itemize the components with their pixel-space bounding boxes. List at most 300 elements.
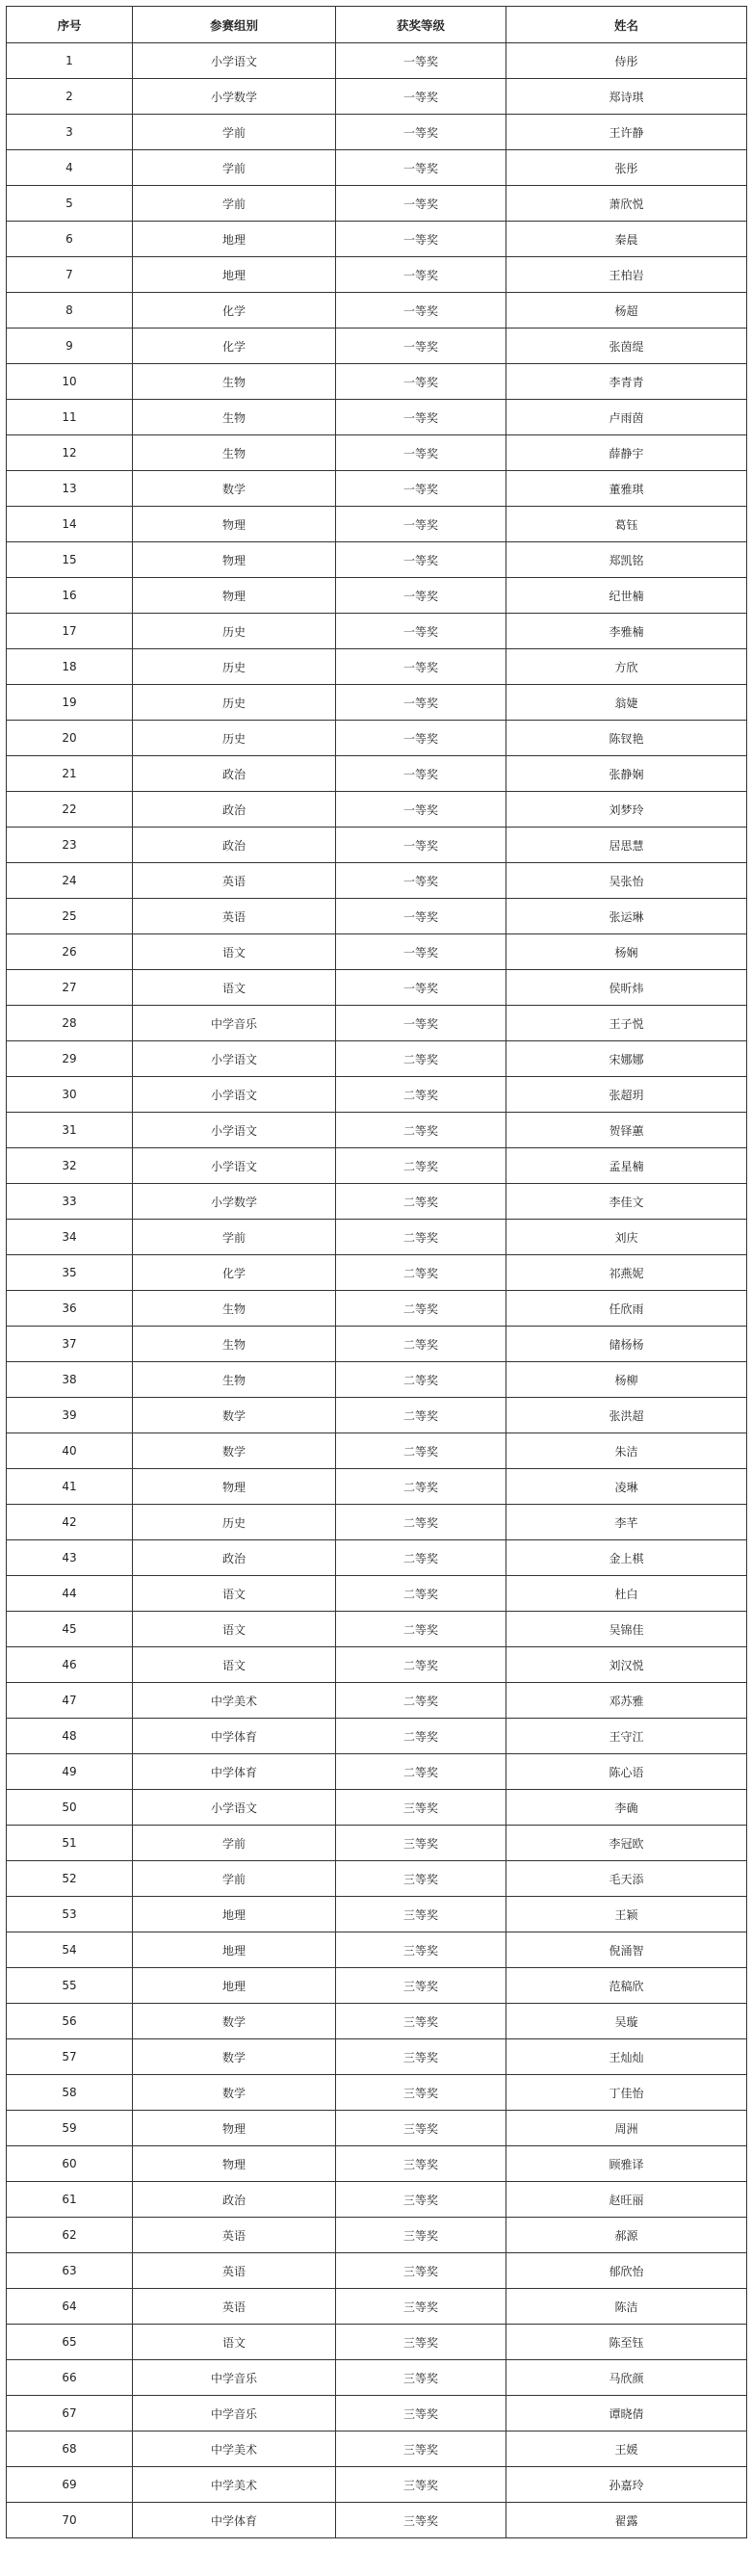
cell-index: 32 — [7, 1148, 133, 1184]
cell-group: 生物 — [133, 1291, 336, 1327]
cell-index: 13 — [7, 471, 133, 507]
table-row — [7, 934, 747, 970]
cell-index: 66 — [7, 2360, 133, 2396]
table-row — [7, 2467, 747, 2503]
cell-group: 数学 — [133, 1398, 336, 1433]
cell-group: 小学语文 — [133, 43, 336, 79]
cell-index: 35 — [7, 1255, 133, 1291]
cell-index: 15 — [7, 542, 133, 578]
cell-index: 56 — [7, 2004, 133, 2039]
cell-name: 王子悦 — [506, 1006, 747, 1041]
cell-award-level: 三等奖 — [336, 2396, 506, 2431]
cell-index: 1 — [7, 43, 133, 79]
cell-award-level: 三等奖 — [336, 2503, 506, 2538]
cell-award-level: 一等奖 — [336, 115, 506, 150]
cell-name: 王许静 — [506, 115, 747, 150]
cell-group: 小学数学 — [133, 79, 336, 115]
cell-index: 55 — [7, 1968, 133, 2004]
cell-name: 杨柳 — [506, 1362, 747, 1398]
cell-name: 朱洁 — [506, 1433, 747, 1469]
cell-award-level: 一等奖 — [336, 649, 506, 685]
cell-award-level: 三等奖 — [336, 2004, 506, 2039]
cell-name: 凌琳 — [506, 1469, 747, 1505]
cell-group: 历史 — [133, 721, 336, 756]
cell-index: 51 — [7, 1826, 133, 1861]
cell-name: 方欣 — [506, 649, 747, 685]
table-row — [7, 2360, 747, 2396]
cell-award-level: 二等奖 — [336, 1220, 506, 1255]
cell-name: 卢雨茵 — [506, 400, 747, 435]
cell-index: 16 — [7, 578, 133, 614]
cell-award-level: 三等奖 — [336, 2289, 506, 2325]
cell-index: 38 — [7, 1362, 133, 1398]
cell-name: 王柏岩 — [506, 257, 747, 293]
cell-group: 语文 — [133, 1576, 336, 1612]
cell-name: 马欣颜 — [506, 2360, 747, 2396]
cell-name: 李佳文 — [506, 1184, 747, 1220]
cell-award-level: 一等奖 — [336, 614, 506, 649]
cell-name: 郑诗琪 — [506, 79, 747, 115]
cell-index: 58 — [7, 2075, 133, 2111]
cell-index: 45 — [7, 1612, 133, 1647]
cell-index: 18 — [7, 649, 133, 685]
table-row — [7, 257, 747, 293]
cell-group: 物理 — [133, 2111, 336, 2146]
cell-group: 生物 — [133, 400, 336, 435]
cell-index: 7 — [7, 257, 133, 293]
cell-index: 40 — [7, 1433, 133, 1469]
cell-group: 地理 — [133, 257, 336, 293]
cell-award-level: 二等奖 — [336, 1540, 506, 1576]
table-row — [7, 2396, 747, 2431]
cell-award-level: 一等奖 — [336, 293, 506, 329]
table-row — [7, 1113, 747, 1148]
cell-name: 翁婕 — [506, 685, 747, 721]
cell-index: 69 — [7, 2467, 133, 2503]
table-row — [7, 2289, 747, 2325]
cell-group: 语文 — [133, 1647, 336, 1683]
table-row — [7, 2146, 747, 2182]
table-row — [7, 1362, 747, 1398]
cell-index: 19 — [7, 685, 133, 721]
cell-award-level: 二等奖 — [336, 1077, 506, 1113]
header-name: 姓名 — [506, 7, 747, 43]
cell-index: 3 — [7, 115, 133, 150]
cell-name: 丁佳怡 — [506, 2075, 747, 2111]
cell-award-level: 一等奖 — [336, 79, 506, 115]
cell-name: 周洲 — [506, 2111, 747, 2146]
table-row — [7, 863, 747, 899]
cell-award-level: 三等奖 — [336, 1897, 506, 1932]
cell-award-level: 二等奖 — [336, 1184, 506, 1220]
cell-name: 谭晓倩 — [506, 2396, 747, 2431]
table-row — [7, 79, 747, 115]
cell-name: 翟露 — [506, 2503, 747, 2538]
cell-group: 数学 — [133, 471, 336, 507]
table-row — [7, 1826, 747, 1861]
table-row — [7, 1220, 747, 1255]
cell-name: 陈钗艳 — [506, 721, 747, 756]
cell-name: 顾雅译 — [506, 2146, 747, 2182]
table-row — [7, 578, 747, 614]
cell-award-level: 二等奖 — [336, 1505, 506, 1540]
cell-index: 34 — [7, 1220, 133, 1255]
cell-name: 居思慧 — [506, 828, 747, 863]
table-row — [7, 1148, 747, 1184]
table-row — [7, 721, 747, 756]
table-row — [7, 1006, 747, 1041]
cell-name: 郁欣怡 — [506, 2253, 747, 2289]
table-row — [7, 364, 747, 400]
cell-name: 杨超 — [506, 293, 747, 329]
table-row — [7, 1469, 747, 1505]
table-row — [7, 1255, 747, 1291]
cell-name: 李冠欧 — [506, 1826, 747, 1861]
table-row — [7, 1433, 747, 1469]
cell-name: 刘梦玲 — [506, 792, 747, 828]
cell-group: 物理 — [133, 1469, 336, 1505]
cell-name: 倪涌智 — [506, 1932, 747, 1968]
cell-group: 小学语文 — [133, 1041, 336, 1077]
cell-index: 54 — [7, 1932, 133, 1968]
cell-award-level: 二等奖 — [336, 1291, 506, 1327]
cell-award-level: 一等奖 — [336, 257, 506, 293]
cell-index: 6 — [7, 222, 133, 257]
cell-name: 侯昕炜 — [506, 970, 747, 1006]
cell-name: 赵旺丽 — [506, 2182, 747, 2218]
cell-name: 任欣雨 — [506, 1291, 747, 1327]
table-row — [7, 507, 747, 542]
cell-award-level: 三等奖 — [336, 2039, 506, 2075]
table-row — [7, 828, 747, 863]
cell-name: 张洪超 — [506, 1398, 747, 1433]
cell-name: 刘汉悦 — [506, 1647, 747, 1683]
table-row — [7, 471, 747, 507]
cell-group: 中学美术 — [133, 2431, 336, 2467]
cell-group: 物理 — [133, 578, 336, 614]
cell-name: 李确 — [506, 1790, 747, 1826]
cell-index: 39 — [7, 1398, 133, 1433]
cell-award-level: 二等奖 — [336, 1148, 506, 1184]
cell-award-level: 一等奖 — [336, 721, 506, 756]
cell-index: 2 — [7, 79, 133, 115]
cell-name: 孙嘉玲 — [506, 2467, 747, 2503]
table-row — [7, 1184, 747, 1220]
table-row — [7, 1398, 747, 1433]
cell-award-level: 二等奖 — [336, 1576, 506, 1612]
table-row — [7, 1077, 747, 1113]
cell-index: 17 — [7, 614, 133, 649]
cell-name: 刘庆 — [506, 1220, 747, 1255]
cell-index: 23 — [7, 828, 133, 863]
cell-name: 秦晨 — [506, 222, 747, 257]
cell-index: 4 — [7, 150, 133, 186]
cell-name: 李芊 — [506, 1505, 747, 1540]
cell-group: 语文 — [133, 934, 336, 970]
header-award-level: 获奖等级 — [336, 7, 506, 43]
cell-name: 萧欣悦 — [506, 186, 747, 222]
table-row — [7, 649, 747, 685]
table-row — [7, 2075, 747, 2111]
cell-name: 毛天添 — [506, 1861, 747, 1897]
table-row — [7, 222, 747, 257]
cell-name: 张静娴 — [506, 756, 747, 792]
cell-award-level: 三等奖 — [336, 2146, 506, 2182]
table-row — [7, 1576, 747, 1612]
cell-index: 24 — [7, 863, 133, 899]
cell-group: 中学体育 — [133, 1754, 336, 1790]
cell-index: 33 — [7, 1184, 133, 1220]
header-row — [7, 7, 747, 43]
cell-index: 57 — [7, 2039, 133, 2075]
cell-name: 张超玥 — [506, 1077, 747, 1113]
cell-index: 28 — [7, 1006, 133, 1041]
cell-index: 60 — [7, 2146, 133, 2182]
table-row — [7, 614, 747, 649]
cell-award-level: 一等奖 — [336, 329, 506, 364]
cell-group: 化学 — [133, 329, 336, 364]
table-row — [7, 115, 747, 150]
table-row — [7, 1754, 747, 1790]
cell-group: 学前 — [133, 150, 336, 186]
cell-group: 学前 — [133, 1220, 336, 1255]
cell-index: 46 — [7, 1647, 133, 1683]
cell-group: 数学 — [133, 2075, 336, 2111]
cell-name: 杜白 — [506, 1576, 747, 1612]
table-row — [7, 150, 747, 186]
cell-index: 68 — [7, 2431, 133, 2467]
table-row — [7, 2111, 747, 2146]
cell-award-level: 三等奖 — [336, 1968, 506, 2004]
cell-group: 历史 — [133, 1505, 336, 1540]
cell-group: 小学语文 — [133, 1790, 336, 1826]
cell-award-level: 三等奖 — [336, 2325, 506, 2360]
table-header — [7, 7, 747, 43]
table-row — [7, 2431, 747, 2467]
table-row — [7, 329, 747, 364]
cell-name: 孟星楠 — [506, 1148, 747, 1184]
cell-name: 陈心语 — [506, 1754, 747, 1790]
cell-group: 地理 — [133, 1968, 336, 2004]
cell-award-level: 二等奖 — [336, 1113, 506, 1148]
cell-group: 历史 — [133, 685, 336, 721]
cell-award-level: 二等奖 — [336, 1327, 506, 1362]
cell-name: 贺铎蕙 — [506, 1113, 747, 1148]
cell-award-level: 三等奖 — [336, 2218, 506, 2253]
cell-group: 中学体育 — [133, 2503, 336, 2538]
cell-index: 47 — [7, 1683, 133, 1719]
table-row — [7, 2325, 747, 2360]
cell-award-level: 二等奖 — [336, 1362, 506, 1398]
cell-index: 42 — [7, 1505, 133, 1540]
cell-index: 61 — [7, 2182, 133, 2218]
cell-award-level: 一等奖 — [336, 828, 506, 863]
table-row — [7, 899, 747, 934]
cell-award-level: 二等奖 — [336, 1041, 506, 1077]
cell-group: 英语 — [133, 863, 336, 899]
cell-name: 吴璇 — [506, 2004, 747, 2039]
cell-award-level: 二等奖 — [336, 1612, 506, 1647]
cell-group: 学前 — [133, 1826, 336, 1861]
cell-group: 小学语文 — [133, 1113, 336, 1148]
cell-index: 48 — [7, 1719, 133, 1754]
cell-award-level: 三等奖 — [336, 2253, 506, 2289]
table-row — [7, 685, 747, 721]
cell-group: 生物 — [133, 1327, 336, 1362]
table-row — [7, 186, 747, 222]
cell-group: 英语 — [133, 2218, 336, 2253]
table-row — [7, 2182, 747, 2218]
cell-index: 29 — [7, 1041, 133, 1077]
cell-group: 地理 — [133, 1897, 336, 1932]
cell-group: 物理 — [133, 2146, 336, 2182]
cell-name: 张运琳 — [506, 899, 747, 934]
table-row — [7, 1683, 747, 1719]
cell-name: 陈洁 — [506, 2289, 747, 2325]
cell-name: 陈至钰 — [506, 2325, 747, 2360]
cell-group: 数学 — [133, 1433, 336, 1469]
table-row — [7, 756, 747, 792]
cell-index: 44 — [7, 1576, 133, 1612]
cell-award-level: 二等奖 — [336, 1719, 506, 1754]
cell-award-level: 三等奖 — [336, 1790, 506, 1826]
cell-name: 王媛 — [506, 2431, 747, 2467]
cell-name: 金上棋 — [506, 1540, 747, 1576]
cell-group: 物理 — [133, 507, 336, 542]
table-body — [7, 43, 747, 2538]
cell-name: 董雅琪 — [506, 471, 747, 507]
cell-award-level: 二等奖 — [336, 1754, 506, 1790]
table-row — [7, 1790, 747, 1826]
cell-group: 学前 — [133, 1861, 336, 1897]
cell-name: 郝源 — [506, 2218, 747, 2253]
cell-name: 范稿欣 — [506, 1968, 747, 2004]
cell-name: 王灿灿 — [506, 2039, 747, 2075]
cell-award-level: 二等奖 — [336, 1647, 506, 1683]
cell-award-level: 三等奖 — [336, 1861, 506, 1897]
cell-index: 41 — [7, 1469, 133, 1505]
cell-group: 地理 — [133, 222, 336, 257]
cell-name: 李雅楠 — [506, 614, 747, 649]
cell-index: 43 — [7, 1540, 133, 1576]
cell-group: 生物 — [133, 364, 336, 400]
cell-index: 67 — [7, 2396, 133, 2431]
cell-name: 宋娜娜 — [506, 1041, 747, 1077]
table-row — [7, 43, 747, 79]
cell-award-level: 三等奖 — [336, 2111, 506, 2146]
cell-index: 26 — [7, 934, 133, 970]
cell-index: 11 — [7, 400, 133, 435]
cell-index: 70 — [7, 2503, 133, 2538]
table-row — [7, 1041, 747, 1077]
table-row — [7, 1647, 747, 1683]
cell-award-level: 三等奖 — [336, 2075, 506, 2111]
cell-award-level: 一等奖 — [336, 43, 506, 79]
cell-award-level: 一等奖 — [336, 970, 506, 1006]
cell-group: 中学音乐 — [133, 2396, 336, 2431]
cell-group: 政治 — [133, 756, 336, 792]
cell-index: 36 — [7, 1291, 133, 1327]
cell-group: 数学 — [133, 2039, 336, 2075]
table-row — [7, 2253, 747, 2289]
cell-name: 侍彤 — [506, 43, 747, 79]
cell-group: 政治 — [133, 1540, 336, 1576]
cell-name: 纪世楠 — [506, 578, 747, 614]
cell-index: 27 — [7, 970, 133, 1006]
cell-group: 英语 — [133, 899, 336, 934]
cell-award-level: 一等奖 — [336, 542, 506, 578]
cell-group: 小学语文 — [133, 1077, 336, 1113]
cell-award-level: 二等奖 — [336, 1255, 506, 1291]
cell-name: 邓苏雅 — [506, 1683, 747, 1719]
cell-name: 郑凯铭 — [506, 542, 747, 578]
cell-group: 数学 — [133, 2004, 336, 2039]
cell-index: 64 — [7, 2289, 133, 2325]
cell-award-level: 一等奖 — [336, 792, 506, 828]
cell-index: 10 — [7, 364, 133, 400]
cell-group: 生物 — [133, 1362, 336, 1398]
cell-award-level: 一等奖 — [336, 507, 506, 542]
cell-index: 62 — [7, 2218, 133, 2253]
cell-name: 张茵缇 — [506, 329, 747, 364]
cell-award-level: 一等奖 — [336, 471, 506, 507]
cell-index: 49 — [7, 1754, 133, 1790]
cell-group: 学前 — [133, 186, 336, 222]
cell-index: 5 — [7, 186, 133, 222]
cell-index: 59 — [7, 2111, 133, 2146]
table-row — [7, 2218, 747, 2253]
cell-index: 8 — [7, 293, 133, 329]
cell-index: 22 — [7, 792, 133, 828]
cell-group: 地理 — [133, 1932, 336, 1968]
table-row — [7, 1612, 747, 1647]
cell-group: 历史 — [133, 614, 336, 649]
table-row — [7, 400, 747, 435]
cell-group: 中学美术 — [133, 2467, 336, 2503]
table-row — [7, 970, 747, 1006]
cell-group: 化学 — [133, 1255, 336, 1291]
table-row — [7, 1719, 747, 1754]
table-row — [7, 1968, 747, 2004]
cell-index: 31 — [7, 1113, 133, 1148]
cell-award-level: 一等奖 — [336, 400, 506, 435]
cell-group: 中学美术 — [133, 1683, 336, 1719]
cell-award-level: 二等奖 — [336, 1469, 506, 1505]
cell-index: 37 — [7, 1327, 133, 1362]
cell-award-level: 三等奖 — [336, 2360, 506, 2396]
cell-group: 历史 — [133, 649, 336, 685]
table-row — [7, 792, 747, 828]
table-row — [7, 2503, 747, 2538]
cell-award-level: 二等奖 — [336, 1398, 506, 1433]
cell-award-level: 三等奖 — [336, 1932, 506, 1968]
cell-index: 14 — [7, 507, 133, 542]
table-row — [7, 1327, 747, 1362]
cell-name: 薛静宇 — [506, 435, 747, 471]
cell-group: 语文 — [133, 1612, 336, 1647]
cell-award-level: 二等奖 — [336, 1683, 506, 1719]
cell-name: 祁燕妮 — [506, 1255, 747, 1291]
cell-group: 英语 — [133, 2253, 336, 2289]
cell-index: 9 — [7, 329, 133, 364]
cell-award-level: 一等奖 — [336, 1006, 506, 1041]
table-row — [7, 2039, 747, 2075]
cell-index: 25 — [7, 899, 133, 934]
cell-group: 政治 — [133, 2182, 336, 2218]
cell-name: 王守江 — [506, 1719, 747, 1754]
cell-group: 化学 — [133, 293, 336, 329]
cell-award-level: 三等奖 — [336, 2431, 506, 2467]
